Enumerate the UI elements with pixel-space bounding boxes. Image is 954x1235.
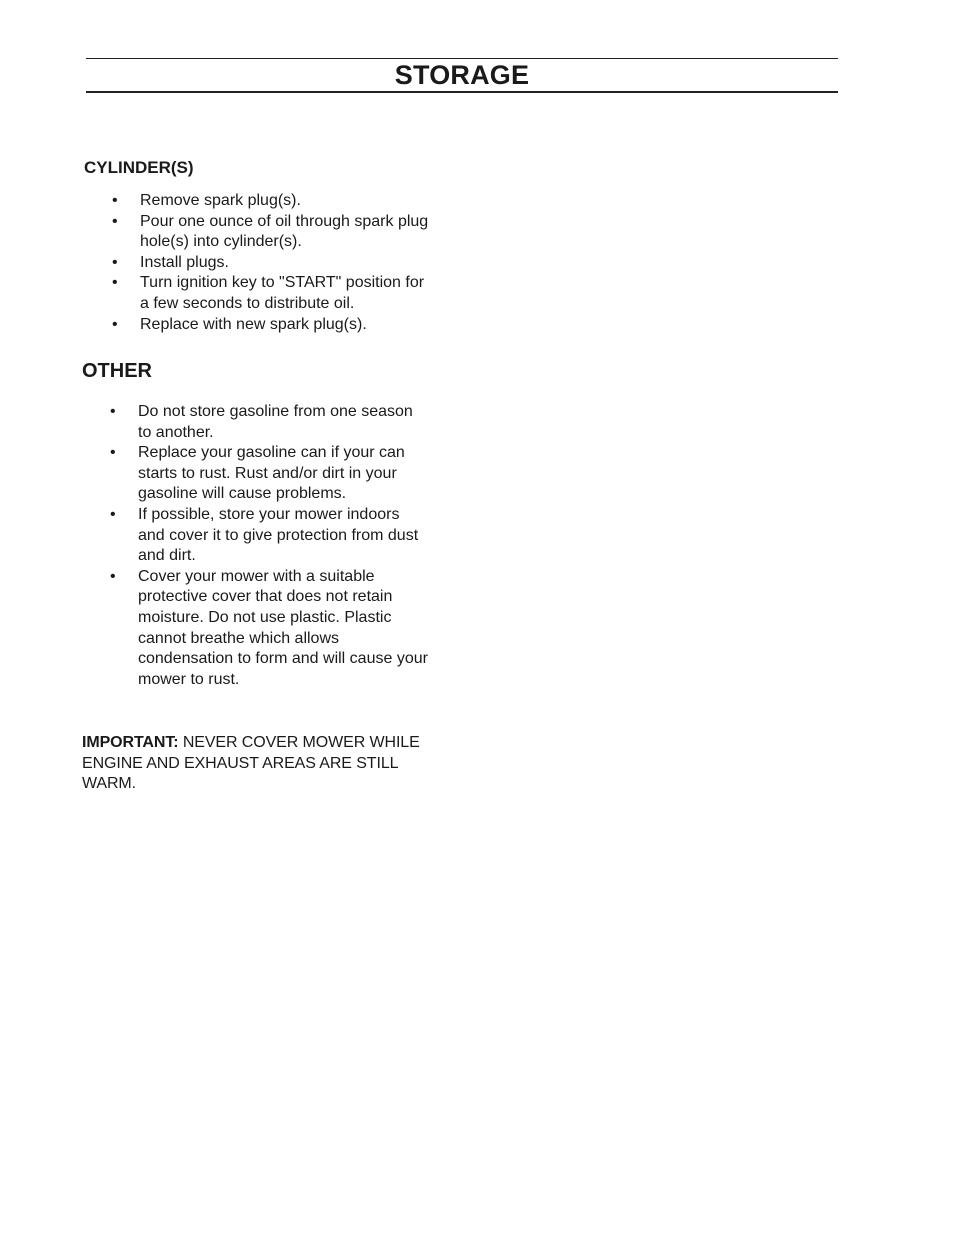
cylinders-item-line: Remove spark plug(s). <box>140 192 301 209</box>
important-label: IMPORTANT: <box>82 734 179 751</box>
bullet-icon: • <box>110 403 116 420</box>
bullet-icon: • <box>112 274 118 292</box>
other-item-line: protective cover that does not retain <box>138 588 393 606</box>
header-rule-top <box>86 58 838 59</box>
important-line: WARM. <box>82 775 137 793</box>
cylinders-item-line: Pour one ounce of oil through spark plug <box>140 212 429 230</box>
page-title: STORAGE <box>394 60 530 90</box>
bullet-icon: • <box>110 567 116 585</box>
bullet-icon: • <box>112 253 118 271</box>
other-list-item <box>110 402 468 443</box>
other-item-line: mower to rust. <box>138 670 240 688</box>
bullet-icon: • <box>112 192 118 209</box>
cylinders-list-item <box>112 273 470 314</box>
cylinders-list-item <box>112 315 470 336</box>
other-item-line: Cover your mower with a suitable <box>138 567 375 585</box>
important-line: NEVER COVER MOWER WHILE <box>178 734 420 751</box>
other-item-line: Do not store gasoline from one season <box>138 403 413 420</box>
bullet-icon: • <box>112 212 118 230</box>
bullet-icon: • <box>110 444 116 462</box>
other-item-line: gasoline will cause problems. <box>138 485 347 503</box>
cylinders-item-line: a few seconds to distribute oil. <box>140 294 355 312</box>
other-heading: OTHER <box>82 360 152 382</box>
other-item-line: If possible, store your mower indoors <box>138 505 400 523</box>
other-list <box>110 402 468 690</box>
cylinders-list-item <box>112 191 470 212</box>
important-note <box>82 733 462 795</box>
cylinders-list <box>112 191 470 335</box>
other-item-line: cannot breathe which allows <box>138 629 340 647</box>
other-list-item <box>110 443 468 505</box>
other-item-line: condensation to form and will cause your <box>138 650 428 668</box>
other-item-line: and dirt. <box>138 547 196 565</box>
other-list-item <box>110 505 468 567</box>
other-list-item <box>110 567 468 691</box>
cylinders-item-line: hole(s) into cylinder(s). <box>140 233 302 251</box>
other-item-line: moisture. Do not use plastic. Plastic <box>138 608 392 626</box>
cylinders-item-line: Replace with new spark plug(s). <box>140 315 367 333</box>
cylinders-heading: CYLINDER(S) <box>84 158 194 177</box>
other-item-line: Replace your gasoline can if your can <box>138 444 405 462</box>
cylinders-list-item <box>112 212 470 253</box>
cylinders-list-item <box>112 253 470 274</box>
other-item-line: and cover it to give protection from dust <box>138 526 419 544</box>
other-item-line: starts to rust. Rust and/or dirt in your <box>138 464 397 482</box>
header-rule-bottom <box>86 91 838 93</box>
other-item-line: to another. <box>138 423 214 441</box>
bullet-icon: • <box>110 505 116 523</box>
cylinders-item-line: Install plugs. <box>140 253 229 271</box>
bullet-icon: • <box>112 315 118 333</box>
cylinders-item-line: Turn ignition key to "START" position for <box>140 274 425 292</box>
important-line: ENGINE AND EXHAUST AREAS ARE STILL <box>82 754 399 772</box>
